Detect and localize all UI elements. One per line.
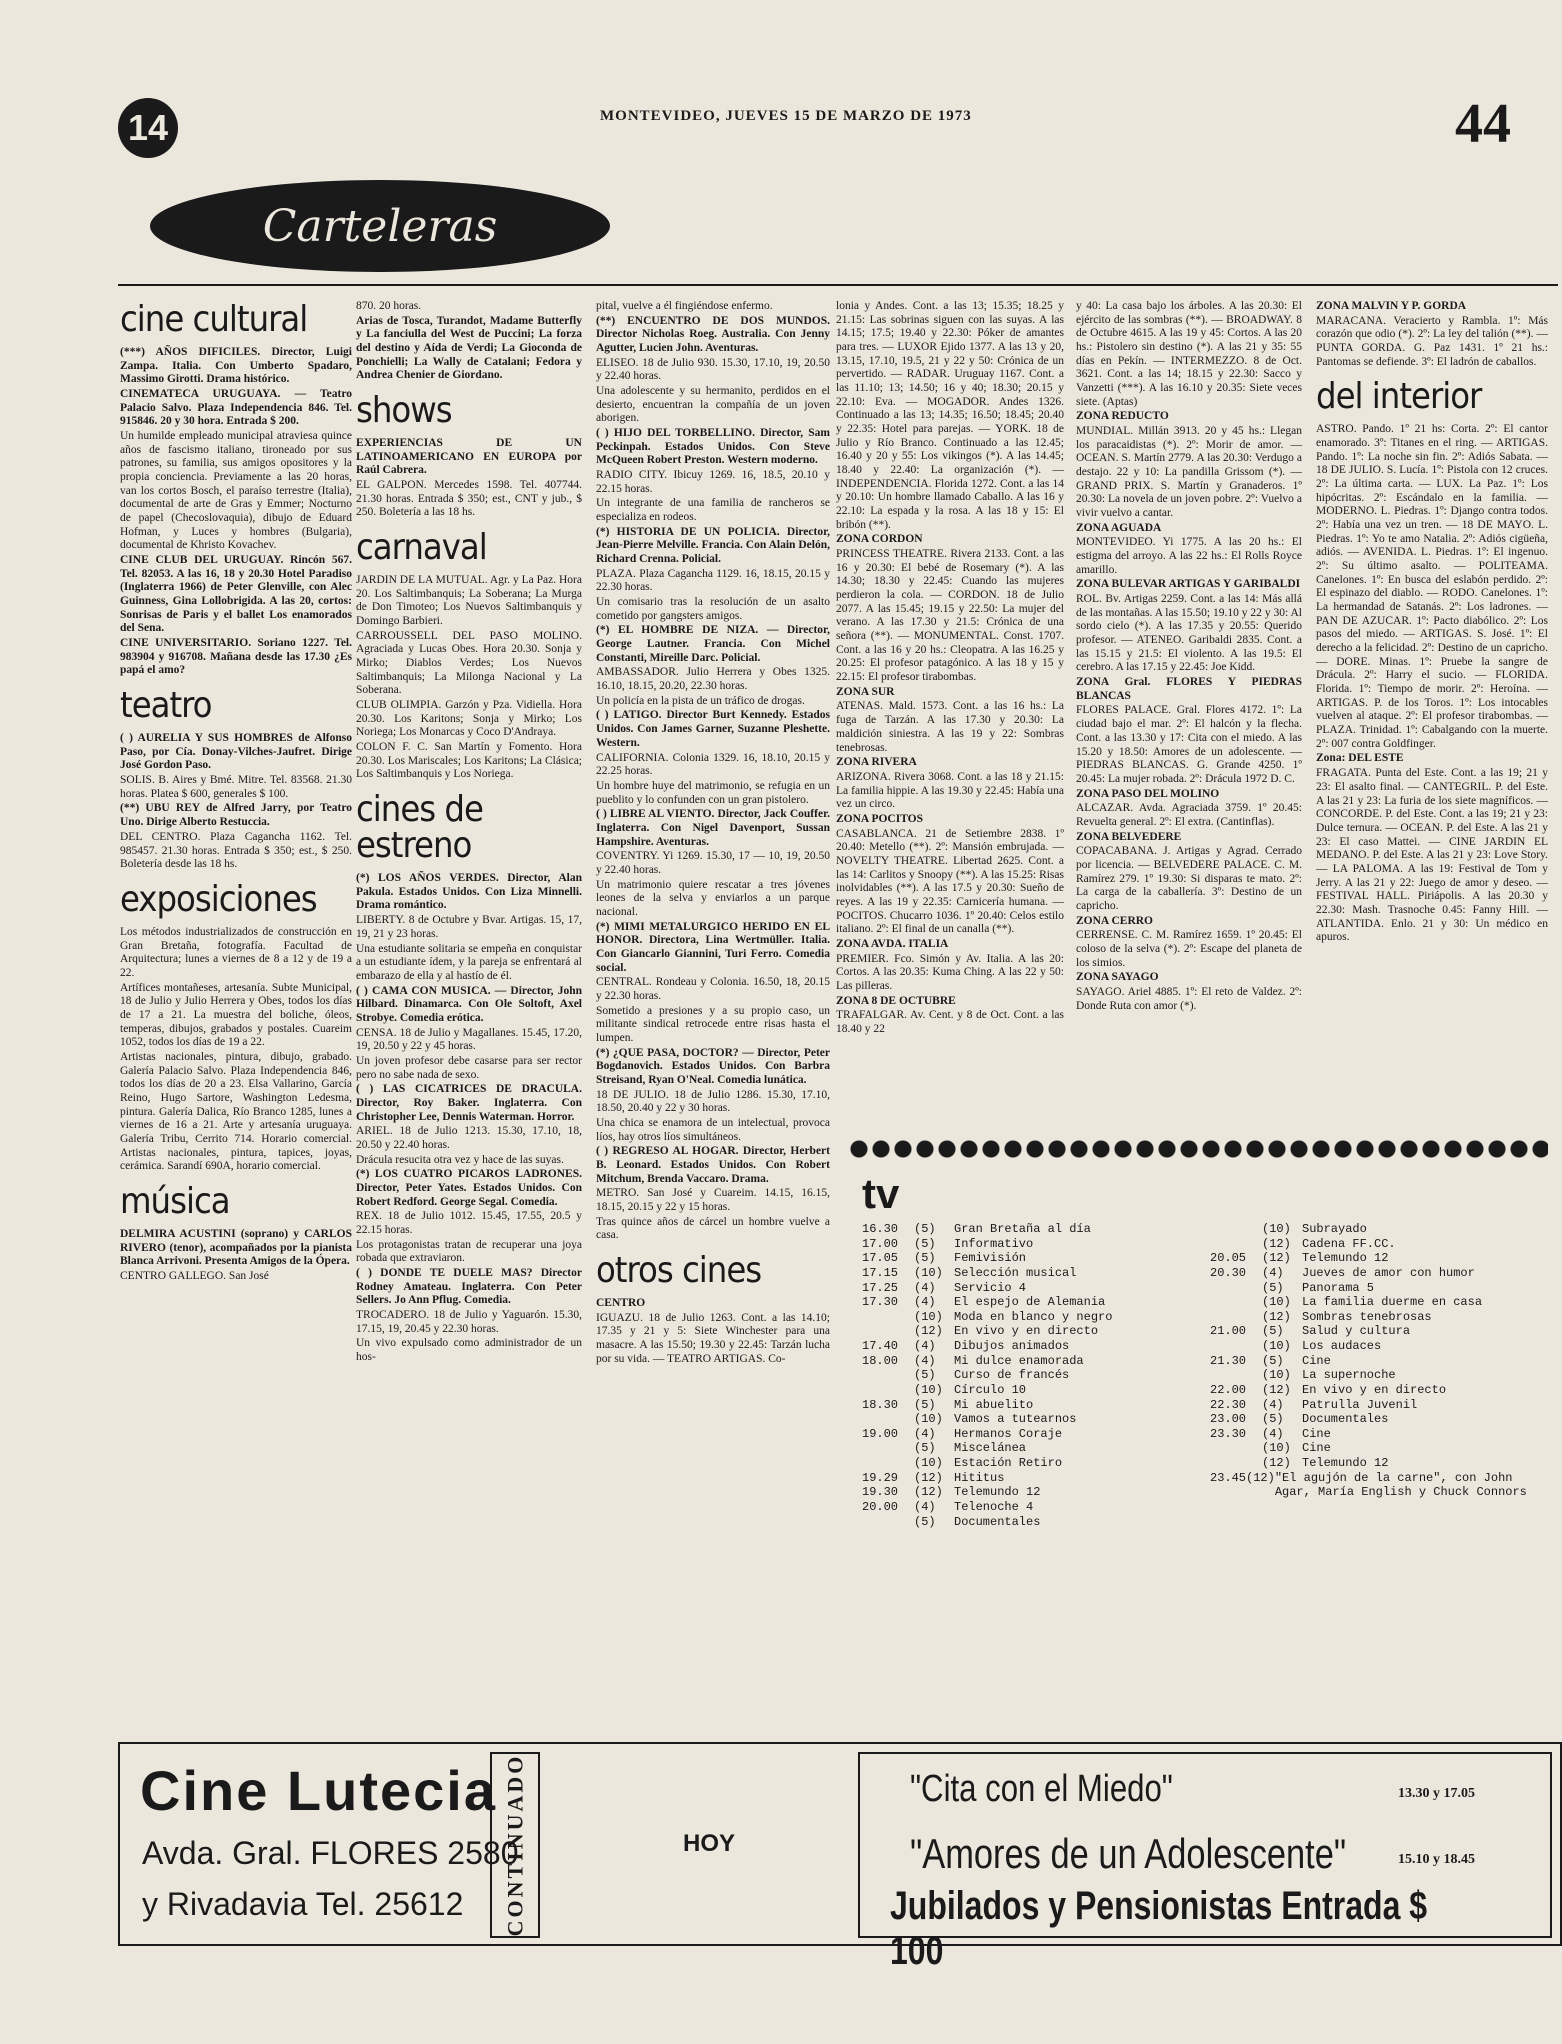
tv-listing-row: [862, 1266, 1202, 1281]
section-heading-otros-cines: otros cines: [596, 1250, 762, 1292]
tv-program: Círculo 10: [954, 1382, 1027, 1397]
tv-listing-row: [1210, 1339, 1555, 1354]
listing: Una adolescente y su hermanito, perdidos en el desierto, encuentran la compañía de un joven aborigen.: [596, 385, 830, 425]
listing: Drácula resucita otra vez y hace de las suyas.: [356, 1153, 564, 1166]
listing: Tras quince años de cárcel un hombre vuelve a casa.: [596, 1215, 830, 1242]
tv-channel: (12): [1262, 1236, 1291, 1251]
header-rule: [118, 284, 1558, 286]
tv-program: Hermanos Coraje: [954, 1426, 1063, 1441]
listing: CASABLANCA. 21 de Setiembre 2838. 1º 20.40: Metello (**). 2º: Mansión embrujada. — NOVELTY THEATRE. Libertad 2625. Cont. a las 14: Carlitos y Snoopy (**). A las 15.25: Risas inolvidables (**). A las 17.5 y 20.30: Sueño de reyes. A las 19 y 22.35: Carnicería humana. — POCITOS. Chucarro 1036. 1º 20.40: Celos estilo italiano. 2º: El final de un canalla (**).: [836, 827, 1064, 936]
tv-listing-row: [862, 1427, 1202, 1442]
tv-channel: (4): [1262, 1426, 1284, 1441]
page-number-badge: 14: [118, 98, 178, 158]
listing: CENSA. 18 de Julio y Magallanes. 15.45, 17.20, 19, 20.50 y 22 y 45 horas.: [356, 1026, 582, 1053]
listing: lonia y Andes. Cont. a las 13; 15.35; 18.25 y 21.15: Las sobrinas siguen con las suyas. A las 14.15; 17.5; 19.40 y 22.30: Póker de amantes para tres. — LUXOR Ejido 1377. A las 13 y 20, 13.15, 17.10, 19.5, 21 y 22 y 50: Crónica de un pervertido. — RADAR. Uruguay 1167. Cont. a las 11.10; 13; 14.50; 16 y 40; 18.30; 20.15 y 22.10: Eva. — MOGADOR. Andes 1326. Continuado a las 13; 14.35; 16.50; 18.45; 20.40 y 22.35: Hotel para parejas. — YORK. 18 de Julio y Río Branco. Continuado a las 12.45; 16.40 y 20 y 55: Los vikingos (*). A las 14.45; 18.40 y 22.40: La organización (*). — INDEPENDENCIA. Florida 1272. Cont. a las 14 y 20.10: Un hombre llamado Caballo. A las 16 y 22.10: La espada y la rosa. A las 18 y 15: El bribón (**).: [836, 300, 1064, 531]
tv-program: La supernoche: [1302, 1368, 1396, 1383]
listing: MONTEVIDEO. Yi 1775. A las 20 hs.: El estigma del arroyo. A las 22 hs.: El Rolls Royce amarillo.: [1076, 536, 1302, 576]
tv-program: Dibujos animados: [954, 1339, 1070, 1353]
ad-hoy-label: HOY: [683, 1830, 736, 1857]
column-6: [1316, 300, 1548, 1130]
zone-heading: ZONA RIVERA: [836, 756, 917, 769]
listing: (*) LOS AÑOS VERDES. Director, Alan Pakula. Estados Unidos. Con Liza Minnelli. Drama romántico.: [356, 872, 582, 912]
dateline: MONTEVIDEO, JUEVES 15 DE MARZO DE 1973: [600, 108, 972, 124]
tv-channel: (5): [914, 1514, 936, 1529]
tv-listing-row: [862, 1354, 1202, 1369]
tv-time: 21.30: [1210, 1353, 1247, 1368]
tv-program: Documentales: [1302, 1412, 1389, 1427]
listing: MARACANA. Veracierto y Rambla. 1º: Más corazón que odio (*). 2º: La ley del talión (**). — PUNTA GORDA. G. Paz 1431. 1º 21 hs.: Pantomas se defiende. 3º: El ladrón de caballos.: [1316, 314, 1548, 368]
tv-listing-row: [862, 1412, 1202, 1427]
tv-program: Telenoche 4: [954, 1499, 1034, 1514]
tv-time: 17.30: [862, 1295, 899, 1310]
listing: 18 DE JULIO. 18 de Julio 1286. 15.30, 17.10, 18.50, 20.40 y 22 y 30 horas.: [596, 1088, 830, 1115]
listing: IGUAZU. 18 de Julio 1263. Cont. a las 14.10; 17.35 y 21 y 5: Siete Winchester para una masacre. A las 15.50; 19.30 y 22.45: Tarzán lucha por su vida. — TEATRO ARTIGAS. Co-: [596, 1311, 830, 1365]
listing: ( ) CAMA CON MUSICA. — Director, John Hilbard. Dinamarca. Con Ole Soltoft, Axel Strobye. Comedia erótica.: [356, 984, 582, 1024]
tv-program: Estación Retiro: [954, 1456, 1063, 1470]
listing: CINEMATECA URUGUAYA. — Teatro Palacio Salvo. Plaza Independencia 846. Tel. 915846. 20 y 30 hora. Entrada $ 200.: [120, 388, 352, 428]
listing: Un policía en la pista de un tráfico de drogas.: [596, 694, 805, 707]
tv-time: [862, 1310, 914, 1325]
section-heading-cines-de-estreno: cines de estreno: [356, 789, 483, 867]
tv-program: Telemundo 12: [954, 1485, 1041, 1500]
tv-time: 18.00: [862, 1353, 899, 1368]
tv-time: 17.05: [862, 1251, 899, 1266]
tv-channel: (12): [1262, 1251, 1291, 1266]
tv-time: 22.30: [1210, 1397, 1247, 1412]
column-5: [1076, 300, 1302, 1130]
zone-heading: ZONA AGUADA: [1076, 521, 1162, 534]
tv-listing-row: [862, 1485, 1202, 1500]
listing: Los métodos industrializados de construcción en Gran Bretaña, fotografía. Facultad de Arquitectura; lunes a viernes de 8 a 12 y de 19 a 22.: [120, 925, 352, 979]
column-1: [120, 292, 352, 1732]
listing: ELISEO. 18 de Julio 930. 15.30, 17.10, 19, 20.50 y 22.40 horas.: [596, 356, 830, 383]
tv-program: Salud y cultura: [1302, 1324, 1411, 1339]
tv-program: Los audaces: [1302, 1339, 1382, 1353]
listing: Sometido a presiones y a su propio caso, un militante sindical retrocede entre risas hasta el lumpen.: [596, 1004, 830, 1044]
column-4: [836, 300, 1064, 1130]
tv-time: [1210, 1310, 1262, 1325]
tv-channel: (5): [1262, 1324, 1284, 1339]
listing: CERRENSE. C. M. Ramírez 1659. 1º 20.45: El coloso de la selva (*). 2º: Escape del planeta de los simios.: [1076, 929, 1302, 969]
tv-program: Mi abuelito: [954, 1397, 1034, 1412]
listing: DELMIRA ACUSTINI (soprano) y CARLOS RIVERO (tenor), acompañados por la pianista Blanca Arrivoni. Presenta Amigos de la Ópera.: [120, 1227, 352, 1268]
tv-program: En vivo y en directo: [1302, 1382, 1447, 1397]
zone-heading: ZONA BELVEDERE: [1076, 830, 1182, 843]
tv-channel: (4): [914, 1280, 936, 1295]
tv-program: Subrayado: [1302, 1222, 1367, 1236]
tv-channel: (5): [914, 1368, 936, 1383]
tv-listing-row: [1210, 1412, 1555, 1427]
listing: CENTRO GALLEGO. San José: [120, 1269, 269, 1282]
tv-time: [862, 1412, 914, 1427]
tv-channel: (12): [1262, 1309, 1291, 1324]
section-heading-shows: shows: [356, 390, 452, 432]
tv-listing-row: [1210, 1222, 1555, 1237]
tv-channel: (10): [914, 1265, 943, 1280]
tv-channel: (12): [914, 1470, 943, 1485]
tv-time: 20.30: [1210, 1265, 1247, 1280]
ad-film-2: "Amores de un Adolescente": [910, 1830, 1347, 1877]
tv-time: [862, 1368, 914, 1383]
ad-hours-2: 15.10 y 18.45: [1398, 1852, 1475, 1867]
tv-channel: (5): [914, 1397, 936, 1412]
tv-time: 20.05: [1210, 1251, 1247, 1266]
ad-cinema-name: Cine Lutecia: [140, 1759, 497, 1822]
tv-listing-row: [862, 1500, 1202, 1515]
listing: ARIEL. 18 de Julio 1213. 15.30, 17.10, 18, 20.50 y 22.40 horas.: [356, 1125, 582, 1151]
tv-channel: (10): [914, 1412, 943, 1427]
tv-program: Gran Bretaña al día: [954, 1222, 1091, 1236]
listing: AMBASSADOR. Julio Herrera y Obes 1325. 16.10, 18.15, 20.20, 22.30 horas.: [596, 666, 830, 693]
tv-time: 18.30: [862, 1397, 899, 1412]
zone-heading: ZONA POCITOS: [836, 812, 924, 825]
tv-listing-row: [1210, 1427, 1555, 1442]
section-heading-carnaval: carnaval: [356, 527, 487, 569]
tv-channel: (10): [1262, 1441, 1291, 1456]
tv-program: Cine: [1302, 1426, 1331, 1441]
listing: Un humilde empleado municipal atraviesa quince años de fascismo italiano, tironeado por sus patrones, su familia, sus amigos opositores y la propia conciencia. Previamente a las 20 horas, van los cortos Bosch, el paraíso terrestre (Italia), documental de arte de Gras y Emmer; Nocturno de papel (Checoslovaquia), dibujo de Eduard Hofman, y Luces y hombres (Bulgaria), documental de Khristo Kovachev.: [120, 430, 352, 552]
listing: METRO. San José y Cuareim. 14.15, 16.15, 18.15, 20.15 y 22 y 15 horas.: [596, 1187, 830, 1213]
listing: pital, vuelve a él fingiéndose enfermo.: [596, 300, 773, 312]
listing: CINE UNIVERSITARIO. Soriano 1227. Tel. 983904 y 916708. Mañana desde las 17.30 ¿Es papá el amo?: [120, 637, 352, 677]
listing: (***) AÑOS DIFICILES. Director, Luigi Zampa. Italia. Con Umberto Spadaro, Massimo Girotti. Drama histórico.: [120, 346, 352, 386]
listing: CINE CLUB DEL URUGUAY. Rincón 567. Tel. 82053. A las 16, 18 y 20.30 Hotel Paradiso (Inglaterra 1966) de Peter Glenville, con Alec Guinness, Gina Lollobrigida. A las 20, cortos: Sonrisas de Paris y el ballet Los enamorados del Sena.: [120, 554, 352, 635]
tv-program: Hititus: [954, 1470, 1005, 1485]
listing: Un vivo expulsado como administrador de un hos-: [356, 1337, 582, 1363]
listing: (*) ¿QUE PASA, DOCTOR? — Director, Peter Bogdanovich. Estados Unidos. Con Barbra Streisand, Ryan O'Neal. Comedia lunática.: [596, 1046, 830, 1086]
listing: LIBERTY. 8 de Octubre y Bvar. Artigas. 15, 17, 19, 21 y 23 horas.: [356, 914, 582, 940]
tv-listing-row: [1210, 1383, 1555, 1398]
tv-time: [1210, 1237, 1262, 1252]
tv-time: 23.45: [1210, 1470, 1247, 1485]
tv-listing-row: [862, 1398, 1202, 1413]
listing: ( ) REGRESO AL HOGAR. Director, Herbert B. Leonard. Estados Unidos. Con Robert Mitchum, Brenda Vaccaro. Drama.: [596, 1145, 830, 1185]
ad-address-line-2: y Rivadavia Tel. 25612: [142, 1886, 464, 1922]
listing: PREMIER. Fco. Simón y Av. Italia. A las 20: Cortos. A las 20.35: Kuma Ching. A las 22 y 50: Las pilleras.: [836, 952, 1064, 992]
zone-heading: ZONA REDUCTO: [1076, 410, 1169, 423]
tv-listing-row: [862, 1295, 1202, 1310]
tv-time: 23.00: [1210, 1412, 1247, 1427]
listing: ASTRO. Pando. 1º 21 hs: Corta. 2º: El cantor enamorado. 3º: Titanes en el ring. — ARTIGAS. Pando. 1º: La noche sin fin. 2º: Adiós Sabata. — 18 DE JULIO. S. Lucía. 1º: Pistola con 12 cruces. 2º: La última carta. — LUX. La Paz. 1º: Los hipócritas. 2º: Escándalo en la familia. — MODERNO. L. Piedras. 1º: Django contra todos. 2º: Había una vez un tren. — 18 DE MAYO. L. Piedras. 1º: Yo te amo Natalia. 2º: Adiós cigüeña, adiós. — AVENIDA. L. Piedras. 1º: El ingenuo. 2º: Su último asalto. — POLITEAMA. Canelones. 1º: En busca del eslabón perdido. 2º: El espinazo del diablo. — RODO. Canelones. 1º: La hermandad de Satanás. 2º: Los ladrones. — PAN DE AZUCAR. 1º: Pacto diabólico. 2º: Los pasos del miedo. — ARTIGAS. S. José. 1º: El derecho a la felicidad. 2º: Destino de un capricho. — DORE. Minas. 1º: Pruebe la sangre de Drácula. 2º: Harry el sucio. — FLORIDA. Florida. 1º: Tiempo de morir. 2º: Heroína. — ARTIGAS. P. de los Toros. 1º: Los intocables vuelven al ataque. 2º: El profesor tirabombas. — PLAZA. Trinidad. 1º: Cabalgando con la muerte. 2º: 007 contra Goldfinger.: [1316, 423, 1548, 750]
listing: ( ) LAS CICATRICES DE DRACULA. Director, Roy Baker. Inglaterra. Con Christopher Lee, Dennis Waterman. Horror.: [356, 1083, 582, 1123]
listing: CENTRAL. Rondeau y Colonia. 16.50, 18, 20.15 y 22.30 horas.: [596, 976, 830, 1002]
zone-heading: ZONA CORDON: [836, 533, 923, 546]
listing: Un matrimonio quiere rescatar a tres jóvenes leones de la selva y enviarlos a un parque nacional.: [596, 878, 830, 918]
tv-time: 17.00: [862, 1236, 899, 1251]
section-heading-cine-cultural: cine cultural: [120, 299, 308, 340]
tv-channel: (10): [914, 1456, 943, 1470]
ad-hours-1: 13.30 y 17.05: [1398, 1786, 1475, 1801]
zone-heading: ZONA SUR: [836, 685, 895, 698]
tv-channel: (5): [1262, 1353, 1284, 1368]
listing: RADIO CITY. Ibicuy 1269. 16, 18.5, 20.10 y 22.15 horas.: [596, 469, 830, 495]
listing: PRINCESS THEATRE. Rivera 2133. Cont. a las 16 y 20.30: El bebé de Rosemary (*). A las 14.30; 18.30 y 22.45: Cuando las mujeres perdieron la cola. — CORDON. 18 de Julio 2077. A las 15.45; 19.15 y 22.50: La mujer del verano. A las 17.30 y 21.5: Crónica de una señora (**). — MONUMENTAL. Const. 1707. Cont. a las 16 y 20 hs.: Cleopatra. A las 16.25 y 20.25: El profesor patagónico. A las 18 y 15 y 22.15: El profesor tirabombas.: [836, 548, 1064, 684]
tv-program: En vivo y en directo: [954, 1324, 1099, 1339]
tv-time: [1210, 1456, 1262, 1471]
ad-continuado-text: CONTINUADO: [502, 1753, 528, 1937]
ad-footer-price: Jubilados y Pensionistas Entrada $ 100: [890, 1884, 1428, 1973]
tv-listing-row: [862, 1237, 1202, 1252]
listing: Artífices montañeses, artesanía. Subte Municipal, 18 de Julio y Julio Herrera y Obes, todos los días de 17 a 21. La muestra del boliche, óleos, temperas, dibujos, grabados y postales. Cuareim 1052, todos los días de 19 a 22.: [120, 981, 352, 1049]
listing: (*) LOS CUATRO PICAROS LADRONES. Director, Peter Yates. Estados Unidos. Con Robert Redford. George Segal. Comedia.: [356, 1168, 582, 1208]
tv-channel: (4): [1262, 1397, 1284, 1412]
zone-heading: ZONA AVDA. ITALIA: [836, 937, 949, 950]
tv-schedule-right: [1210, 1222, 1555, 1500]
tv-program: Miscelánea: [954, 1441, 1027, 1456]
listing: (*) MIMI METALURGICO HERIDO EN EL HONOR. Directora, Lina Wertmüller. Italia. Con Giancarlo Giannini, Turi Ferro. Comedia social.: [596, 920, 830, 974]
listing: Un integrante de una familia de rancheros se especializa en rodeos.: [596, 497, 830, 524]
tv-channel: (5): [914, 1236, 936, 1251]
ad-film-1: "Cita con el Miedo": [910, 1768, 1173, 1810]
tv-listing-row: [862, 1339, 1202, 1354]
tv-program: Selección musical: [954, 1265, 1077, 1280]
listing: (**) UBU REY de Alfred Jarry, por Teatro Uno. Dirige Alberto Restuccia.: [120, 802, 352, 829]
tv-time: 23.30: [1210, 1426, 1247, 1441]
tv-channel: (4): [914, 1426, 936, 1441]
tv-time: [1210, 1441, 1262, 1456]
tv-section-title: tv: [862, 1170, 900, 1217]
tv-listing-row: [862, 1251, 1202, 1266]
tv-program: Cine: [1302, 1353, 1331, 1368]
listing: (**) ENCUENTRO DE DOS MUNDOS. Director Nicholas Roeg. Australia. Con Jenny Agutter, Lucien John. Aventuras.: [596, 314, 830, 355]
tv-listing-row: [1210, 1441, 1555, 1456]
tv-time: 19.30: [862, 1485, 899, 1500]
listing: REX. 18 de Julio 1012. 15.45, 17.55, 20.5 y 22.15 horas.: [356, 1210, 582, 1236]
section-heading-exposiciones: exposiciones: [120, 878, 317, 920]
tv-time: 21.00: [1210, 1324, 1247, 1339]
tv-time: [1210, 1281, 1262, 1296]
tv-listing-row: [1210, 1456, 1555, 1471]
listing: TRAFALGAR. Av. Cent. y 8 de Oct. Cont. a las 18.40 y 22: [836, 1009, 1064, 1035]
listing: ( ) LIBRE AL VIENTO. Director, Jack Couffer. Inglaterra. Con Nigel Davenport, Sussan Hampshire. Aventuras.: [596, 808, 830, 848]
listing: 870. 20 horas.: [356, 300, 422, 312]
tv-channel: (12): [1262, 1456, 1291, 1470]
tv-channel: (12): [914, 1324, 943, 1339]
tv-listing-row: [1210, 1324, 1555, 1339]
tv-program: Sombras tenebrosas: [1302, 1309, 1432, 1324]
listing: FLORES PALACE. Gral. Flores 4172. 1º: La ciudad bajo el mar. 2º: El halcón y la flecha. Cont. a las 13.30 y 17: Cita con el miedo. A las 15.20 y 18.50: Amores de un adolescente. — PIEDRAS BLANCAS. G. Grande 4250. 1º 20.45: La mujer robada. 2º: Drácula 1972 D. C.: [1076, 704, 1302, 785]
tv-channel: (5): [1262, 1280, 1284, 1295]
tv-channel: (5): [914, 1251, 936, 1266]
listing: ATENAS. Mald. 1573. Cont. a las 16 hs.: La fuga de Tarzán. A las 17.30 y 20.30: La maldición siniestra. A las 19 y 22: Sombras tenebrosas.: [836, 700, 1064, 754]
listing: ( ) AURELIA Y SUS HOMBRES de Alfonso Paso, por Cía. Donay-Vilches-Jaufret. Dirige José Gordon Paso.: [120, 732, 352, 772]
tv-time: [1210, 1222, 1262, 1237]
tv-time: [862, 1441, 914, 1456]
tv-program: "El agujón de la carne", con John Agar, María English y Chuck Connors: [1274, 1470, 1527, 1500]
zone-heading: CENTRO: [596, 1297, 646, 1310]
tv-channel: (4): [1262, 1265, 1284, 1280]
tv-time: 19.29: [862, 1470, 899, 1485]
tv-listing-row: [1210, 1398, 1555, 1413]
tv-listing-row: [1210, 1368, 1555, 1383]
listing: COPACABANA. J. Artigas y Agrad. Cerrado por licencia. — BELVEDERE PALACE. C. M. Ramírez 279. 1º 19.30: Si disparas te mato. 2º: La carga de la caballería. 3º: Destino de un capricho.: [1076, 845, 1302, 912]
tv-channel: (12): [914, 1485, 943, 1500]
listing: PLAZA. Plaza Cagancha 1129. 16, 18.15, 20.15 y 22.30 horas.: [596, 567, 830, 594]
tv-time: 16.30: [862, 1222, 899, 1236]
zone-heading: ZONA Gral. FLORES Y PIEDRAS BLANCAS: [1076, 676, 1302, 702]
tv-program: Jueves de amor con humor: [1302, 1265, 1475, 1280]
listing: EL GALPON. Mercedes 1598. Tel. 407744. 21.30 horas. Entrada $ 350; est., CNT y jub., $ 250. Boletería a las 18 hs.: [356, 479, 582, 519]
tv-channel: (10): [1262, 1368, 1291, 1383]
tv-program: Cadena FF.CC.: [1302, 1236, 1396, 1251]
listing: ( ) HIJO DEL TORBELLINO. Director, Sam Peckinpah. Estados Unidos. Con Steve McQueen Robert Preston. Western moderno.: [596, 427, 830, 467]
tv-time: 17.40: [862, 1339, 899, 1353]
tv-listing-row: [862, 1222, 1202, 1237]
tv-listing-row: [862, 1456, 1202, 1471]
listing: y 40: La casa bajo los árboles. A las 20.30: El ejército de las sombras (**). — BROADWAY. 8 de Octubre 4615. A las 19 y 45: Cortos. A las 20 hs.: Pistolero sin destino (*). A las 21 y 35: 55 días en Pekín. — INTERMEZZO. 8 de Oct. 3621. Cont. a las 14; 18.15 y 22.30: Sacco y Vanzetti (***). A las 16.10 y 20.35: Siete veces siete. (Aptas): [1076, 300, 1302, 408]
tv-program: Moda en blanco y negro: [954, 1309, 1113, 1324]
tv-channel: (5): [914, 1222, 936, 1236]
listing: ARIZONA. Rivera 3068. Cont. a las 18 y 21.15: La familia hippie. A las 19.30 y 22.45: Había una vez un circo.: [836, 770, 1064, 811]
tv-channel: (5): [1262, 1412, 1284, 1427]
zone-heading: ZONA 8 DE OCTUBRE: [836, 994, 956, 1007]
listing: Arias de Tosca, Turandot, Madame Butterfly y La fanciulla del West de Puccini; La forza del destino y Aída de Verdi; La Gioconda de Ponchielli; La Wally de Catalani; Fedora y Andrea Chenier de Giordano.: [356, 314, 582, 382]
zone-heading: ZONA BULEVAR ARTIGAS Y GARIBALDI: [1076, 578, 1301, 591]
listing: EXPERIENCIAS DE UN LATINOAMERICANO EN EUROPA por Raúl Cabrera.: [356, 437, 582, 477]
listing: SOLIS. B. Aires y Bmé. Mitre. Tel. 83568. 21.30 horas. Platea $ 600, generales $ 100.: [120, 774, 352, 800]
tv-listing-row: [862, 1515, 1202, 1530]
listing: TROCADERO. 18 de Julio y Yaguarón. 15.30, 17.15, 19, 20.45 y 22.30 horas.: [356, 1308, 582, 1335]
listing: Una estudiante solitaria se empeña en conquistar a un estudiante ídem, y la pareja se enfrentará al embarazo de ella y al hastío de él.: [356, 942, 582, 982]
tv-time: [1210, 1295, 1262, 1310]
tv-program: Curso de francés: [954, 1368, 1070, 1383]
tv-channel: (5): [914, 1441, 936, 1456]
tv-program: Telemundo 12: [1302, 1251, 1389, 1266]
tv-time: [1210, 1368, 1262, 1383]
dotted-divider: [848, 1138, 1548, 1160]
tv-listing-row: [1210, 1354, 1555, 1369]
column-3: [596, 300, 830, 1732]
tv-program: Vamos a tutearnos: [954, 1412, 1077, 1427]
listing: DEL CENTRO. Plaza Cagancha 1162. Tel. 985457. 21.30 horas. Entrada $ 350; est., $ 250. Boletería desde las 18 hs.: [120, 830, 352, 871]
zone-heading: ZONA SAYAGO: [1076, 971, 1159, 984]
tv-program: Cine: [1302, 1441, 1331, 1456]
tv-time: [1210, 1339, 1262, 1354]
tv-channel: (10): [914, 1309, 943, 1324]
ad-continuado-label: [490, 1752, 540, 1938]
listing: MUNDIAL. Millán 3913. 20 y 45 hs.: Llegan los paracaidistas (*). 2º: Morir de amor. — OCEAN. S. Martín 2779. A las 20.30: Verdugo a destajo. 22 y 10: La pandilla Grissom (*). — GRAND PRIX. S. Martín y Granaderos. 1º 20.30: La novela de un joven pobre. 2º: Vuelvo a vivir vuelvo a cantar.: [1076, 425, 1302, 520]
listing: SAYAGO. Ariel 4885. 1º: El reto de Valdez. 2º: Donde Ruta con amor (*).: [1076, 985, 1302, 1012]
listing: COVENTRY. Yi 1269. 15.30, 17 — 10, 19, 20.50 y 22.40 horas.: [596, 850, 830, 876]
tv-schedule-left: [862, 1222, 1202, 1529]
tv-channel: (12): [1262, 1382, 1291, 1397]
tv-time: 17.15: [862, 1265, 899, 1280]
tv-program: Telemundo 12: [1302, 1456, 1389, 1470]
tv-time: [862, 1383, 914, 1398]
tv-channel: (10): [1262, 1295, 1291, 1310]
tv-time: [862, 1324, 914, 1339]
tv-channel: (10): [1262, 1339, 1291, 1353]
zone-heading: ZONA MALVIN Y P. GORDA: [1316, 300, 1467, 312]
listing: ALCAZAR. Avda. Agraciada 3759. 1º 20.45: Revuelta general. 2º: El extra. (Cantinflas).: [1076, 802, 1302, 828]
ad-address-line-1: Avda. Gral. FLORES 2580: [142, 1835, 519, 1871]
tv-program: Informativo: [954, 1236, 1034, 1251]
listing: Un joven profesor debe casarse para ser rector pero no sabe nada de sexo.: [356, 1054, 582, 1081]
listing: Un hombre huye del matrimonio, se refugia en un pueblito y lo confunden con un gran pistolero.: [596, 779, 830, 806]
section-heading-teatro: teatro: [120, 685, 212, 727]
section-logo: Carteleras: [150, 180, 610, 272]
tv-channel: (4): [914, 1295, 936, 1310]
listing: (*) HISTORIA DE UN POLICIA. Director, Jean-Pierre Melville. Francia. Con Alain Delón, Richard Crenna. Policial.: [596, 525, 830, 566]
tv-time: 20.00: [862, 1499, 899, 1514]
tv-listing-row: [862, 1368, 1202, 1383]
listing: ( ) LATIGO. Director Burt Kennedy. Estados Unidos. Con James Garner, Suzanne Pleshette. Western.: [596, 709, 830, 749]
listing: CLUB OLIMPIA. Garzón y Pza. Vidiella. Hora 20.30. Los Karitons; Sonja y Mirko; Los Noriega; Los Monarcas y Coco D'Andraya.: [356, 699, 582, 739]
listing: COLON F. C. San Martín y Fomento. Hora 20.30. Los Mariscales; Los Karitons; La Clásica; Los Saltimbanquis y Los Noriega.: [356, 741, 582, 781]
tv-listing-row: [862, 1471, 1202, 1486]
column-2: [356, 300, 582, 1732]
listing: CALIFORNIA. Colonia 1329. 16, 18.10, 20.15 y 22.25 horas.: [596, 751, 830, 778]
tv-channel: (4): [914, 1499, 936, 1514]
tv-program: El espejo de Alemania: [954, 1295, 1106, 1310]
tv-time: [862, 1456, 914, 1471]
listing: Un comisario tras la resolución de un asalto cometido por gangsters amigos.: [596, 596, 830, 622]
tv-listing-row: [1210, 1281, 1555, 1296]
listing: (*) EL HOMBRE DE NIZA. — Director, George Lautner. Francia. Con Michel Constanti, Mireille Darc. Policial.: [596, 624, 830, 664]
tv-time: 19.00: [862, 1426, 899, 1441]
tv-listing-row: [1210, 1251, 1555, 1266]
listing: FRAGATA. Punta del Este. Cont. a las 19; 21 y 23: El asalto final. — CANTEGRIL. P. del Este. A las 21 y 23: La furia de los siete magníficos. — CONCORDE. P. del Este. Cont. a las 19; 21 y 23: Dulce ternura. — OCEAN. P. del Este. A las 21 y 23: El caso Mattei. — CINE JARDIN EL MEDANO. P. del Este. A las 21 y 23: Love Story. — LA PALOMA. A las 19: Festival de Tom y Jerry. A las 21 y 22: Juego de amor y deseo. — FESTIVAL HALL. Piriápolis. A las 20.30 y 22.30: Mash. Trasnoche 0.45: Fanny Hill. — ATLANTIDA. Enlo. 21 y 30: Un médico en apuros.: [1316, 767, 1548, 944]
tv-listing-row: [1210, 1266, 1555, 1281]
tv-channel: (10): [1262, 1222, 1291, 1236]
tv-program: La familia duerme en casa: [1302, 1295, 1483, 1310]
listing: ROL. Bv. Artigas 2259. Cont. a las 14: Más allá de las montañas. A las 15.50; 19.10 y 22 y 30: Al sordo cielo (*). A las 17.35 y 20.55: Querido profesor. — ATENEO. Garibaldi 2835. Cont. a las 15.15 y 21.5: El violento. A las 19.5: El cerebro. A las 17.15 y 22.45: Joe Kidd.: [1076, 593, 1302, 674]
tv-channel: (12): [1246, 1470, 1275, 1485]
listing: ( ) DONDE TE DUELE MAS? Director Rodney Amateau. Inglaterra. Con Peter Sellers. Jo Ann Pflug. Comedia.: [356, 1266, 582, 1307]
tv-program: Documentales: [954, 1514, 1041, 1529]
zone-heading: ZONA CERRO: [1076, 914, 1153, 927]
tv-channel: (4): [914, 1339, 936, 1353]
tv-listing-row: [862, 1310, 1202, 1325]
tv-time: 22.00: [1210, 1382, 1247, 1397]
tv-listing-row: [1210, 1471, 1555, 1500]
listing: Artistas nacionales, pintura, dibujo, grabado. Galería Palacio Salvo. Plaza Independencia 846, todos los días de 20 a 23. Elsa Vallarino, García Reino, Hugo Sartore, Washington Ledesma, pintura. Galería Dalica, Río Branco 1285, lunes a viernes de 16 a 21. Arte y artesanía uruguaya. Galería Tribu, Cerrito 714. Horario comercial. Artistas nacionales, pintura, tapices, joyas, cerámica. Sarandí 690A, horario comercial.: [120, 1050, 352, 1173]
zone-heading: ZONA PASO DEL MOLINO: [1076, 787, 1220, 800]
tv-program: Servicio 4: [954, 1280, 1027, 1295]
tv-program: Patrulla Juvenil: [1302, 1397, 1418, 1412]
tv-program: Panorama 5: [1302, 1280, 1375, 1295]
tv-listing-row: [1210, 1310, 1555, 1325]
section-heading-del-interior: del interior: [1316, 376, 1482, 418]
tv-listing-row: [1210, 1295, 1555, 1310]
tv-listing-row: [862, 1441, 1202, 1456]
listing: CARROUSSELL DEL PASO MOLINO. Agraciada y Lucas Obes. Hora 20.30. Sonja y Mirko; Diablos Verdes; Los Nuevos Saltimbanquis; La Milonga Nacional y La Soberana.: [356, 629, 582, 697]
listing: Los protagonistas tratan de recuperar una joya robada que extraviaron.: [356, 1238, 582, 1265]
tv-listing-row: [862, 1281, 1202, 1296]
tv-program: Femivisión: [954, 1251, 1027, 1266]
tv-channel: (10): [914, 1382, 943, 1397]
listing: JARDIN DE LA MUTUAL. Agr. y La Paz. Hora 20. Los Saltimbanquis; La Soberana; La Murga de Don Timoteo; Los Nuevos Saltimbanquis y Domingo Barbieri.: [356, 574, 582, 628]
zone-heading: Zona: DEL ESTE: [1316, 752, 1404, 765]
listing: Una chica se enamora de un intelectual, provoca líos, hay otros líos simultáneos.: [596, 1116, 830, 1143]
tv-time: 17.25: [862, 1280, 899, 1295]
tv-listing-row: [862, 1383, 1202, 1398]
page-handwritten-mark: 44: [1455, 93, 1511, 155]
tv-program: Mi dulce enamorada: [954, 1353, 1084, 1368]
tv-channel: (4): [914, 1353, 936, 1368]
section-heading-musica: música: [120, 1180, 230, 1222]
tv-time: [862, 1515, 914, 1530]
tv-listing-row: [862, 1324, 1202, 1339]
tv-listing-row: [1210, 1237, 1555, 1252]
